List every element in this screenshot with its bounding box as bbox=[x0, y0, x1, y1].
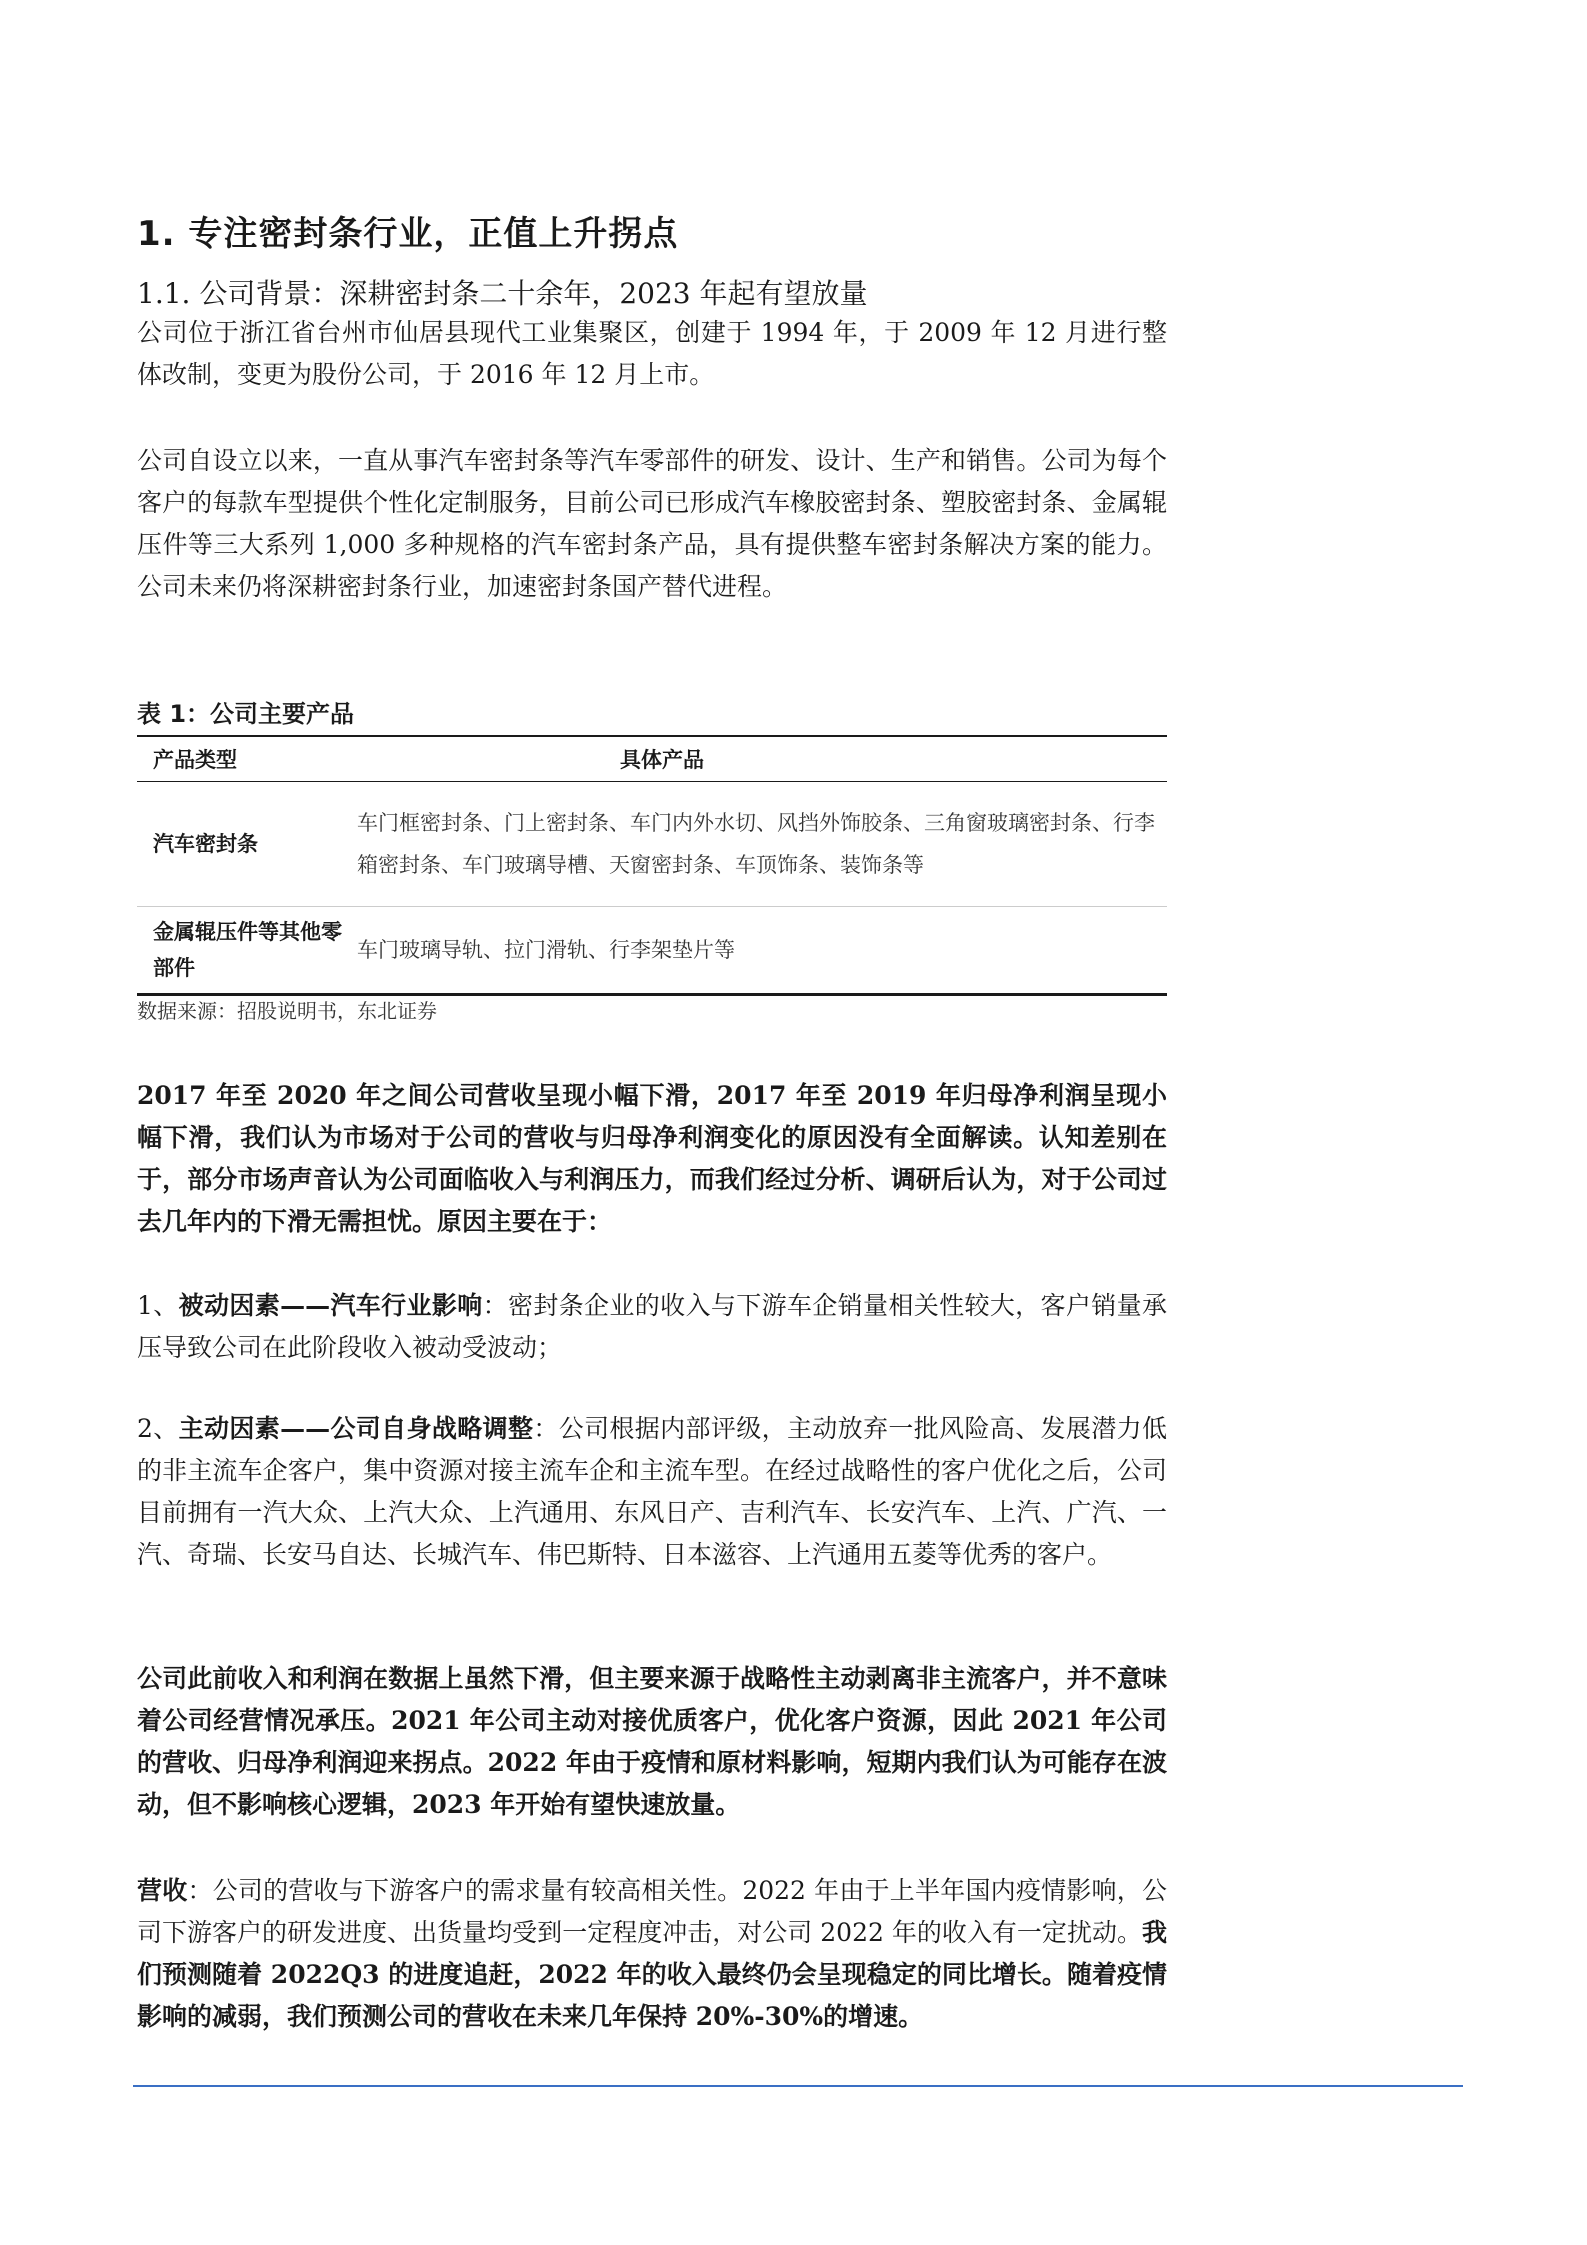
subsection-heading: 1.1. 公司背景：深耕密封条二十余年，2023 年起有望放量 bbox=[137, 277, 868, 310]
factor-label: 主动因素——公司自身战略调整 bbox=[178, 1414, 534, 1443]
cell-products: 车门框密封条、门上密封条、车门内外水切、风挡外饰胶条、三角窗玻璃密封条、行李箱密封条、车门玻璃导槽、天窗密封条、车顶饰条、装饰条等 bbox=[357, 811, 1155, 877]
cell-product-type: 汽车密封条 bbox=[153, 832, 258, 856]
table-title: 表 1：公司主要产品 bbox=[137, 700, 355, 728]
factor-label: 被动因素——汽车行业影响 bbox=[178, 1291, 483, 1320]
section-heading: 1. 专注密封条行业，正值上升拐点 bbox=[137, 214, 679, 254]
paragraph-market-view: 2017 年至 2020 年之间公司营收呈现小幅下滑，2017 年至 2019 年归母净利润呈现小幅下滑，我们认为市场对于公司的营收与归母净利润变化的原因没有全面解读。认知差别在于，部分市场声音认为公司面临收入与利润压力，而我们经过分析、调研后认为，对于公司过去几年内的下滑无需担忧。原因主要在于： bbox=[137, 1081, 1167, 1236]
revenue-forecast: 我们预测随着 2022Q3 的进度追赶，2022 年的收入最终仍会呈现稳定的同比增长。随着疫情影响的减弱，我们预测公司的营收在未来几年保持 20%-30%的增速。 bbox=[137, 1918, 1167, 2031]
factor-text: ：密封条企业的收入与下游车企销量相关性较大，客户销量承压导致公司在此阶段收入被动受波动； bbox=[137, 1291, 1167, 1362]
list-prefix: 1、 bbox=[137, 1291, 179, 1320]
factor-text: ：公司根据内部评级，主动放弃一批风险高、发展潜力低的非主流车企客户，集中资源对接主流车企和主流车型。在经过战略性的客户优化之后，公司目前拥有一汽大众、上汽大众、上汽通用、东风日产、吉利汽车、长安汽车、上汽、广汽、一汽、奇瑞、长安马自达、长城汽车、伟巴斯特、日本滋容、上汽通用五菱等优秀的客户。 bbox=[137, 1414, 1168, 1569]
paragraph-conclusion: 公司此前收入和利润在数据上虽然下滑，但主要来源于战略性主动剥离非主流客户，并不意味着公司经营情况承压。2021 年公司主动对接优质客户，优化客户资源，因此 2021 年公司的营收、归母净利润迎来拐点。2022 年由于疫情和原材料影响，短期内我们认为可能存在波动，但不影响核心逻辑，2023 年开始有望快速放量。 bbox=[137, 1664, 1167, 1819]
table-row bbox=[137, 782, 1167, 907]
cell-product-type: 金属辊压件等其他零部件 bbox=[153, 920, 342, 980]
paragraph-passive-factor bbox=[137, 1285, 1167, 1369]
revenue-text: ：公司的营收与下游客户的需求量有较高相关性。2022 年由于上半年国内疫情影响，公司下游客户的研发进度、出货量均受到一定程度冲击，对公司 2022 年的收入有一定扰动。 bbox=[137, 1876, 1167, 1947]
cell-products: 车门玻璃导轨、拉门滑轨、行李架垫片等 bbox=[357, 938, 735, 962]
footer-divider bbox=[133, 2085, 1463, 2087]
list-prefix: 2、 bbox=[137, 1414, 179, 1443]
paragraph-company-business: 公司自设立以来，一直从事汽车密封条等汽车零部件的研发、设计、生产和销售。公司为每个客户的每款车型提供个性化定制服务，目前公司已形成汽车橡胶密封条、塑胶密封条、金属辊压件等三大系列 1,000 多种规格的汽车密封条产品，具有提供整车密封条解决方案的能力。公司未来仍将深耕密封条行业，加速密封条国产替代进程。 bbox=[137, 446, 1167, 601]
paragraph-revenue bbox=[137, 1870, 1167, 2038]
header-product-type: 产品类型 bbox=[153, 748, 237, 772]
table-source: 数据来源：招股说明书，东北证券 bbox=[137, 999, 437, 1023]
revenue-label: 营收 bbox=[137, 1876, 188, 1905]
table-row bbox=[137, 907, 1167, 993]
header-specific-products: 具体产品 bbox=[620, 748, 704, 772]
paragraph-active-factor bbox=[137, 1408, 1167, 1576]
table-header-row bbox=[137, 737, 1167, 782]
products-table bbox=[137, 735, 1167, 996]
paragraph-company-location: 公司位于浙江省台州市仙居县现代工业集聚区，创建于 1994 年，于 2009 年 12 月进行整体改制，变更为股份公司，于 2016 年 12 月上市。 bbox=[137, 318, 1167, 389]
